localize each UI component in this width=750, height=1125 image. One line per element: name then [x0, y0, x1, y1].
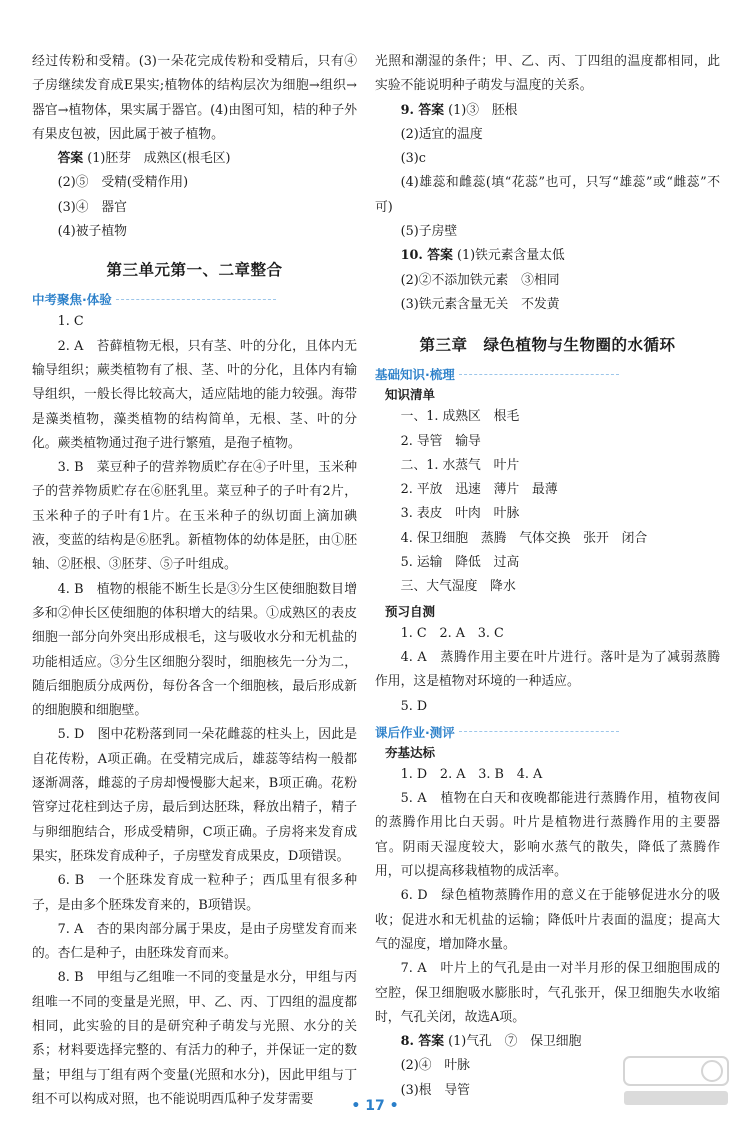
tag-dashed-divider	[459, 374, 619, 375]
question-2: 2. A 苔藓植物无根，只有茎、叶的分化，且体内无输导组织；蕨类植物有了根、茎、叶的分化，且体内有输导组织，一般长得比较高大，适应陆地的能力较强。海带是藻类植物，藻类植物的结构简单，无根、茎、叶的分化。蕨类植物通过孢子进行繁殖，是孢子植物。	[32, 338, 357, 451]
homework-answers: 1. D 2. A 3. B 4. A	[400, 766, 543, 782]
section-title: 第三单元第一、二章整合	[106, 261, 283, 280]
knowledge-item: 3. 表皮 叶肉 叶脉	[400, 506, 520, 522]
question-4: 4. B 植物的根能不断生长是③分生区使细胞数目增多和②伸长区使细胞的体积增大的结果。①成熟区的表皮细胞一部分向外突出形成根毛，这与吸收水分和无机盐的功能相适应。③分生区细胞分裂时，细胞核先一分为二，随后细胞质分成两份，每份各含一个细胞核，最后形成新的细胞膜和细胞壁。	[32, 581, 357, 719]
question-1: 1. C	[57, 314, 84, 330]
left-column	[32, 50, 357, 1112]
section-tag-label: 课后作业·测评	[375, 724, 455, 740]
answer-9-part-3: (3)c	[400, 151, 426, 167]
answer-10-part-3: (3)铁元素含量无关 不发黄	[400, 296, 560, 312]
paragraph-continued: 光照和潮湿的条件；甲、乙、丙、丁四组的温度都相同，此实验不能说明种子萌发与温度的关系。	[375, 54, 720, 94]
answer-9-part-2: (2)适宜的温度	[400, 126, 483, 142]
answer-10-part-2: (2)②不添加铁元素 ③相同	[400, 272, 560, 288]
knowledge-item: 三、大气湿度 降水	[400, 579, 516, 595]
answer-10-part-1: (1)铁元素含量太低	[456, 248, 565, 264]
answer-line-4: (4)被子植物	[57, 224, 127, 240]
homework-question-5: 5. A 植物在白天和夜晚都能进行蒸腾作用，植物夜间的蒸腾作用比白天弱。叶片是植物进行蒸腾作用的主要器官。阴雨天湿度较大，影响水蒸气的散失，降低了蒸腾作用，可以提高移栽植物的成活率。	[375, 791, 720, 880]
answer-8-part-3: (3)根 导管	[400, 1082, 470, 1098]
answer-9-part-4: (4)雄蕊和雌蕊(填“花蕊”也可，只写“雄蕊”或“雌蕊”不可)	[375, 175, 720, 215]
homework-question-7: 7. A 叶片上的气孔是由一对半月形的保卫细胞围成的空腔，保卫细胞吸水膨胀时，气孔张开，保卫细胞失水收缩时，气孔关闭，故选A项。	[375, 961, 720, 1025]
answer-8-label: 8. 答案	[400, 1034, 445, 1050]
question-6: 6. B 一个胚珠发育成一粒种子；西瓜里有很多种子，是由多个胚珠发育来的，B项错误。	[32, 873, 357, 913]
answer-9-part-1: (1)③ 胚根	[448, 102, 518, 118]
question-8: 8. B 甲组与乙组唯一不同的变量是水分，甲组与丙组唯一不同的变量是光照，甲、乙、丙、丁四组的温度都相同，此实验的目的是研究种子萌发与光照、水分的关系；材料要选择完整的、有活力的种子，并保证一定的数量；甲组与丁组有两个变量(光照和水分)，因此甲组与丁组不可以构成对照，也不能说明西瓜种子发芽需要	[32, 970, 357, 1107]
foundation-heading: 夯基达标	[385, 744, 436, 760]
page-number: • 17 •	[351, 1098, 399, 1114]
section-tag-homework	[375, 723, 720, 741]
chapter-title: 第三章 绿色植物与生物圈的水循环	[419, 336, 676, 355]
homework-question-6: 6. D 绿色植物蒸腾作用的意义在于能够促进水分的吸收；促进水和无机盐的运输；降低叶片表面的温度；提高大气的湿度，增加降水量。	[375, 888, 720, 952]
answer-8-part-2: (2)④ 叶脉	[400, 1058, 470, 1074]
answer-8-part-1: (1)气孔 ⑦ 保卫细胞	[448, 1034, 582, 1050]
answer-10-first-line	[375, 244, 720, 268]
question-3: 3. B 菜豆种子的营养物质贮存在④子叶里，玉米种子的营养物质贮存在⑥胚乳里。菜豆种子的子叶有2片，玉米种子的子叶有1片。在玉米种子的纵切面上滴加碘液，变蓝的结构是⑥胚乳。新植物体的幼体是胚，由①胚轴、②胚根、③胚芽、⑤子叶组成。	[32, 460, 357, 573]
tag-dashed-divider	[116, 299, 276, 300]
preview-question-4: 4. A 蒸腾作用主要在叶片进行。落叶是为了减弱蒸腾作用，这是植物对环境的一种适应。	[375, 649, 720, 690]
answer-line-2: (2)⑤ 受精(受精作用)	[57, 175, 189, 191]
section-tag-label: 中考聚焦·体验	[32, 292, 112, 308]
preview-answers: 1. C 2. A 3. C	[400, 625, 504, 641]
knowledge-list-heading: 知识清单	[385, 387, 436, 403]
answer-10-label: 10. 答案	[400, 248, 453, 264]
tag-dashed-divider	[459, 731, 619, 732]
right-column	[375, 50, 720, 1103]
answer-9-part-5: (5)子房壁	[400, 224, 458, 240]
answer-label: 答案	[57, 151, 84, 167]
answer-line-1: (1)胚芽 成熟区(根毛区)	[87, 151, 231, 167]
knowledge-item: 一、1. 成熟区 根毛	[400, 409, 520, 425]
knowledge-item: 2. 导管 输导	[400, 433, 481, 449]
paragraph-continued: 经过传粉和受精。(3)一朵花完成传粉和受精后，只有④子房继续发育成E果实;植物体的结构层次为细胞→组织→器官→植物体，果实属于器官。(4)由图可知，桔的种子外有果皮包被，因此属于被子植物。	[32, 54, 357, 142]
question-5: 5. D 图中花粉落到同一朵花雌蕊的柱头上，因此是自花传粉，A项正确。在受精完成后，雄蕊等结构一般都逐渐凋落，雌蕊的子房却慢慢膨大起来，B项正确。花粉管穿过花柱到达子房，最后到达胚珠，释放出精子，精子与卵细胞结合，形成受精卵，C项正确。子房将来发育成果实，胚珠发育成种子，子房壁发育成果皮，D项错误。	[32, 727, 357, 864]
knowledge-item: 5. 运输 降低 过高	[400, 555, 520, 571]
watermark-logo-icon	[620, 1051, 732, 1111]
section-tag-exam-focus	[32, 290, 357, 308]
preview-question-5: 5. D	[400, 698, 428, 714]
preview-test-heading: 预习自测	[385, 603, 436, 619]
question-7: 7. A 杏的果肉部分属于果皮，是由子房壁发育而来的。杏仁是种子，由胚珠发育而来。	[32, 921, 357, 962]
answer-line-3: (3)④ 器官	[57, 199, 127, 215]
knowledge-item: 4. 保卫细胞 蒸腾 气体交换 张开 闭合	[400, 530, 648, 546]
knowledge-item: 二、1. 水蒸气 叶片	[400, 457, 520, 473]
section-tag-label: 基础知识·梳理	[375, 367, 455, 383]
section-tag-basics	[375, 365, 720, 383]
knowledge-item: 2. 平放 迅速 薄片 最薄	[400, 482, 558, 498]
answer-9-first-line	[375, 99, 720, 123]
answer-9-label: 9. 答案	[400, 102, 445, 118]
answer-heading-line	[32, 147, 357, 171]
